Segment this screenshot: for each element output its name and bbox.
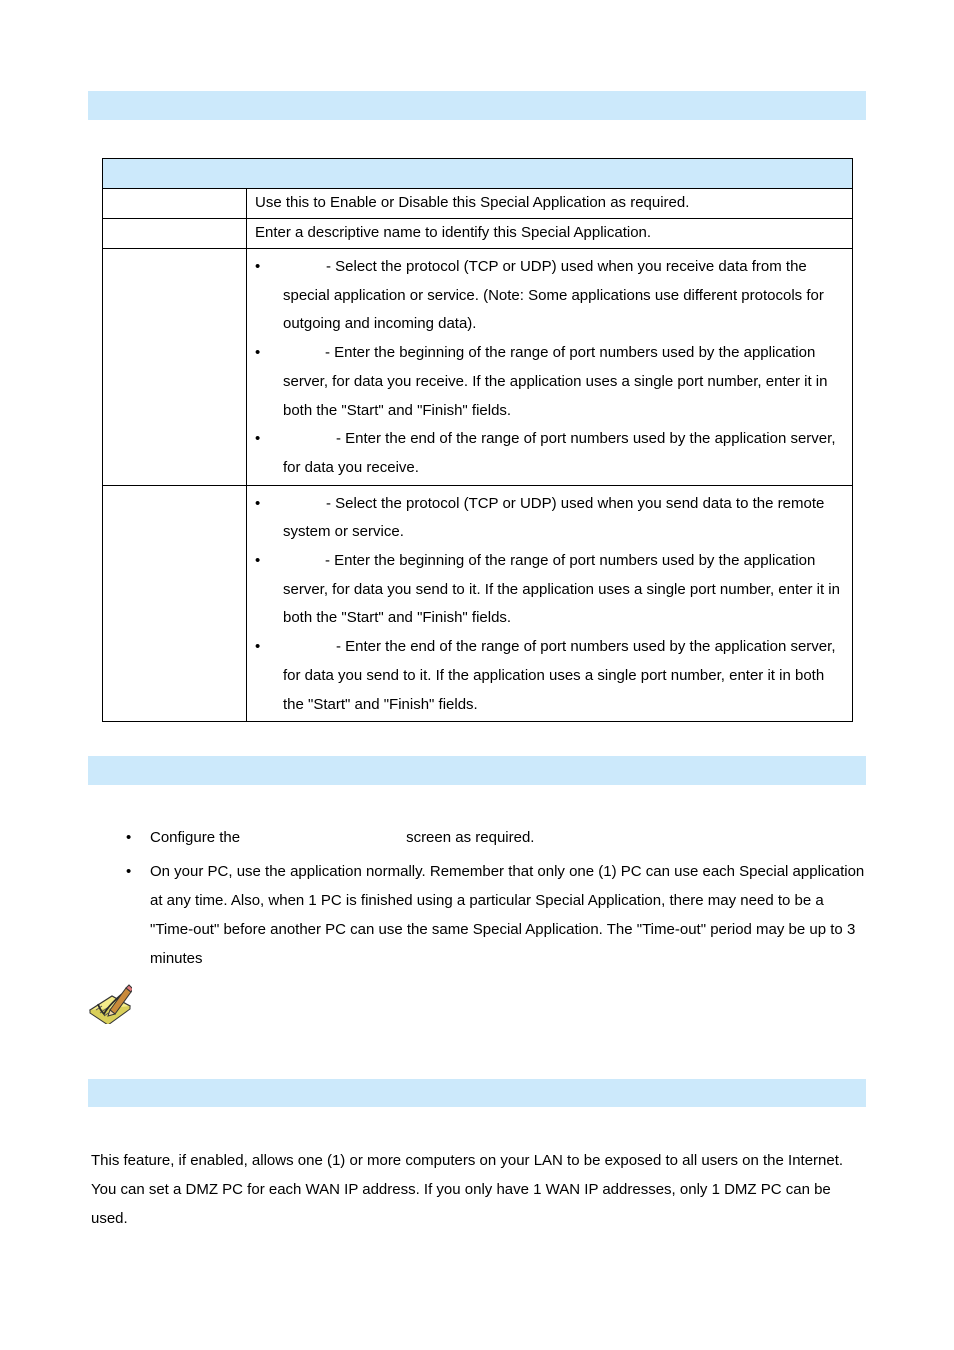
list-item bbox=[255, 425, 844, 482]
row-label-cell bbox=[103, 189, 247, 219]
bullet-icon: • bbox=[255, 494, 261, 512]
note-pencil-icon bbox=[88, 984, 132, 1024]
row-label-cell bbox=[103, 219, 247, 249]
usage-list bbox=[126, 823, 866, 978]
list-item-continuation: server, for data you send to it. If the application uses a single port number, enter it in both the "Start" and "Finish" fields. bbox=[283, 580, 840, 627]
table-header-row bbox=[103, 159, 853, 189]
row-description: Use this to Enable or Disable this Special Application as required. bbox=[247, 189, 853, 219]
bullet-icon: • bbox=[255, 552, 261, 570]
row-label-cell bbox=[103, 249, 247, 486]
settings-table bbox=[102, 158, 853, 722]
dmz-description: This feature, if enabled, allows one (1) or more computers on your LAN to be exposed to all users on the Internet. You can set a DMZ PC for each WAN IP address. If you only have 1 WAN IP addresses, only 1 DMZ PC can be used. bbox=[91, 1152, 844, 1227]
bullet-icon: • bbox=[255, 258, 261, 275]
list-item-continuation: server, for data you receive. bbox=[283, 430, 836, 476]
list-item-continuation: server, for data you receive. If the application uses a single port number, enter it in both the "Start" and "Finish" fields. bbox=[283, 372, 828, 419]
list-item-line: - Select the protocol (TCP or UDP) used when you receive data from the bbox=[326, 258, 807, 275]
list-item-line: - Enter the beginning of the range of port numbers used by the application bbox=[325, 552, 816, 570]
list-item-continuation: special application or service. (Note: Some applications use different protocols for outgoing and incoming data). bbox=[283, 286, 824, 333]
bullet-icon: • bbox=[255, 344, 261, 362]
outgoing-bullet-list bbox=[247, 485, 853, 722]
list-item-continuation: remote system or service. bbox=[283, 494, 825, 541]
table-row bbox=[103, 219, 853, 249]
list-item-line: - Enter the end of the range of port numbers used by the application bbox=[336, 430, 787, 448]
list-item-continuation: server, for data you send to it. If the application uses a single port number, enter it in both the "Start" and "Finish" fields. bbox=[283, 638, 836, 713]
section-header-band bbox=[88, 756, 866, 785]
bullet-icon: • bbox=[255, 638, 261, 656]
section-header-band bbox=[88, 91, 866, 120]
usage-text: Configure the bbox=[150, 829, 241, 846]
list-item-line: - Enter the beginning of the range of port numbers used by the application bbox=[325, 344, 816, 362]
incoming-bullet-list bbox=[247, 249, 853, 486]
list-item bbox=[126, 857, 866, 973]
row-label-cell bbox=[103, 485, 247, 722]
list-item bbox=[255, 490, 844, 547]
row-description: Enter a descriptive name to identify this Special Application. bbox=[247, 219, 853, 249]
usage-text: screen as required. bbox=[406, 829, 535, 846]
list-item bbox=[255, 339, 844, 425]
list-item bbox=[255, 253, 844, 339]
list-item-line: - Enter the end of the range of port numbers used by the application bbox=[336, 638, 787, 656]
section-header-band bbox=[88, 1079, 866, 1107]
table-row-outgoing bbox=[103, 485, 853, 722]
table-row-incoming bbox=[103, 249, 853, 486]
bullet-icon: • bbox=[126, 863, 132, 880]
list-item bbox=[126, 823, 866, 852]
list-item-line: - Select the protocol (TCP or UDP) used when you send data to the bbox=[326, 494, 774, 512]
bullet-icon: • bbox=[255, 430, 261, 448]
list-item bbox=[255, 547, 844, 633]
usage-text: On your PC, use the application normally. Remember that only one (1) PC can use each Special application at any time. Also, when 1 PC is finished using a particular Special Application, there may need to be a "Time-out" before another PC can use the same Special Application. The "Time-out" period may be up to 3 minutes bbox=[150, 863, 865, 967]
list-item bbox=[255, 633, 844, 719]
bullet-icon: • bbox=[126, 829, 132, 846]
table-row bbox=[103, 189, 853, 219]
